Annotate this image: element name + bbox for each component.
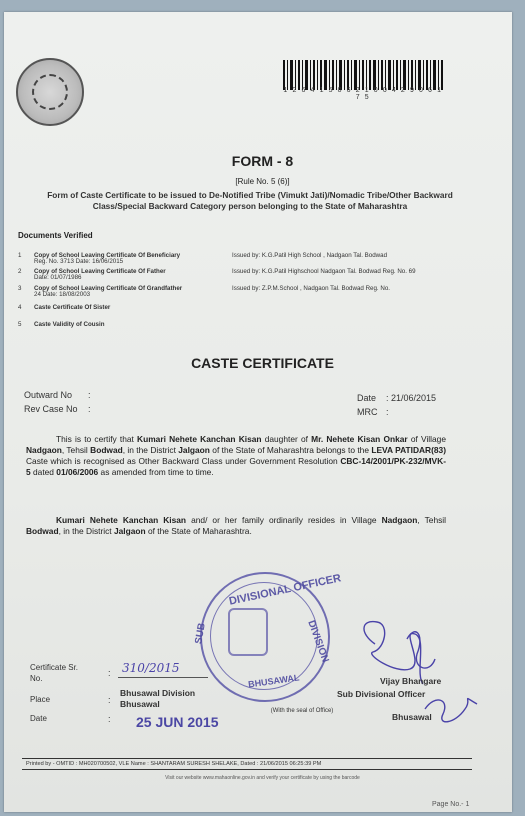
document-subtext: 24 Date: 18/08/2003	[34, 291, 91, 298]
seal-note: (With the seal of Office)	[270, 708, 334, 714]
issue-date-stamp: 25 JUN 2015	[136, 714, 219, 730]
text: , Tehsil	[417, 515, 447, 525]
place-value-division: Bhusawal Division	[120, 688, 196, 698]
stamp-left-text: SUB	[193, 622, 208, 645]
colon: :	[108, 668, 111, 678]
text: , in the District	[58, 526, 114, 536]
text: dated	[30, 467, 57, 477]
document-title: Copy of School Leaving Certificate Of Beneficiary	[34, 252, 181, 259]
barcode-number: 1 2 6 4 1 5 0 6 2 1 0 0 4 2 9 0 6 1 7 5	[283, 87, 443, 101]
father-name: Mr. Nehete Kisan Onkar	[311, 434, 408, 444]
document-number: 5	[18, 321, 22, 328]
beneficiary-name: Kumari Nehete Kanchan Kisan	[137, 434, 262, 444]
text: Caste which is recognised as Other Backward Class under Government Resolution	[26, 456, 341, 466]
district: Jalgaon	[178, 445, 210, 455]
certificate-heading: CASTE CERTIFICATE	[191, 355, 334, 371]
place-label: Place	[30, 695, 51, 704]
text: of the State of Maharashtra belongs to the	[209, 445, 372, 455]
village: Nadgaon	[26, 445, 62, 455]
stamp-right-text: DIVISION	[305, 618, 331, 665]
document-issuer: Issued by: K.G.Patil Highschool Nadgaon Tal. Bodwad Reg. No. 69	[232, 268, 416, 275]
colon: :	[88, 404, 91, 414]
colon: :	[88, 390, 91, 400]
date-label: Date	[357, 393, 377, 403]
text: , in the District	[122, 445, 179, 455]
document-title: Caste Validity of Cousin	[34, 321, 105, 328]
colon: :	[108, 714, 111, 724]
resolution-date: 01/06/2006	[56, 467, 99, 477]
district: Jalgaon	[113, 526, 146, 536]
text: This is to certify that	[56, 434, 138, 444]
cert-sr-label: Certificate Sr.	[30, 663, 79, 672]
certification-paragraph	[26, 434, 446, 478]
text: daughter of	[261, 434, 312, 444]
issue-date-label: Date	[30, 714, 47, 723]
barcode	[283, 60, 443, 90]
colon: :	[108, 695, 111, 705]
rule-reference: [Rule No. 5 (6)]	[235, 177, 290, 186]
document-subtext: Reg. No. 3713 Date: 16/06/2015	[34, 258, 124, 265]
rev-case-label: Rev Case No	[24, 404, 78, 414]
document-number: 1	[18, 252, 22, 259]
text: , Tehsil	[61, 445, 91, 455]
document-issuer: Issued by: K.G.Patil High School , Nadgaon Tal. Bodwad	[232, 252, 388, 259]
cert-no-label: No.	[30, 674, 43, 683]
document-number: 4	[18, 304, 22, 311]
footer-rule-bottom	[22, 769, 472, 770]
text: of Village	[407, 434, 446, 444]
form-description: Form of Caste Certificate to be issued to De-Notified Tribe (Vimukt Jati)/Nomadic Tribe/Other Backward Class/Special Backward Category person belonging to the State of Maharashtra	[47, 190, 453, 211]
document-title: Copy of School Leaving Certificate Of Grandfather	[34, 285, 183, 292]
mrc-label: MRC	[357, 407, 378, 417]
footer-rule-top	[22, 758, 472, 759]
beneficiary-name: Kumari Nehete Kanchan Kisan	[56, 515, 187, 525]
officer-name: Vijay Bhangare	[380, 676, 442, 686]
text: of the State of Maharashtra.	[145, 526, 252, 536]
government-resolution: CBC-14/2001/PK-232/MVK-5	[26, 456, 446, 477]
document-title: Caste Certificate Of Sister	[34, 304, 111, 311]
documents-heading: Documents Verified	[18, 231, 93, 240]
form-title: FORM - 8	[231, 153, 294, 169]
document-number: 2	[18, 268, 22, 275]
page-number: Page No.- 1	[432, 801, 470, 808]
national-emblem-icon	[228, 608, 268, 656]
caste-name: LEVA PATIDAR(83)	[371, 445, 446, 455]
colon: :	[386, 407, 389, 417]
text: and/ or her family ordinarily resides in Village	[186, 515, 382, 525]
officer-title: Sub Divisional Officer	[337, 689, 426, 699]
tehsil: Bodwad	[26, 526, 59, 536]
text: as amended from time to time.	[98, 467, 214, 477]
date-value: : 21/06/2015	[386, 393, 437, 403]
document-subtext: Date: 01/07/1986	[34, 274, 82, 281]
village: Nadgaon	[381, 515, 418, 525]
stamp-top-text: DIVISIONAL OFFICER	[227, 572, 343, 608]
cert-sr-value: 310/2015	[122, 661, 180, 675]
officer-place: Bhusawal	[392, 712, 432, 722]
tehsil: Bodwad	[90, 445, 123, 455]
verification-note: Visit our website www.mahaonline.gov.in and verify your certificate by using the barcode	[165, 775, 360, 781]
residence-paragraph	[26, 515, 446, 537]
stamp-bottom-text: BHUSAWAL	[247, 672, 300, 690]
print-footer: Printed by - OMTID : MH020700502, VLE Name : SHANTARAM SURESH SHELAKE, Dated : 21/06/2015 06:25:39 PM	[26, 761, 322, 767]
document-title: Copy of School Leaving Certificate Of Father	[34, 268, 166, 275]
place-value-town: Bhusawal	[120, 699, 160, 709]
maharashtra-emblem-icon	[16, 58, 84, 126]
document-issuer: Issued by: Z.P.M.School , Nadgaon Tal. Bodwad Reg. No.	[232, 285, 390, 292]
cert-no-underline	[118, 677, 208, 678]
document-number: 3	[18, 285, 22, 292]
outward-no-label: Outward No	[24, 390, 73, 400]
